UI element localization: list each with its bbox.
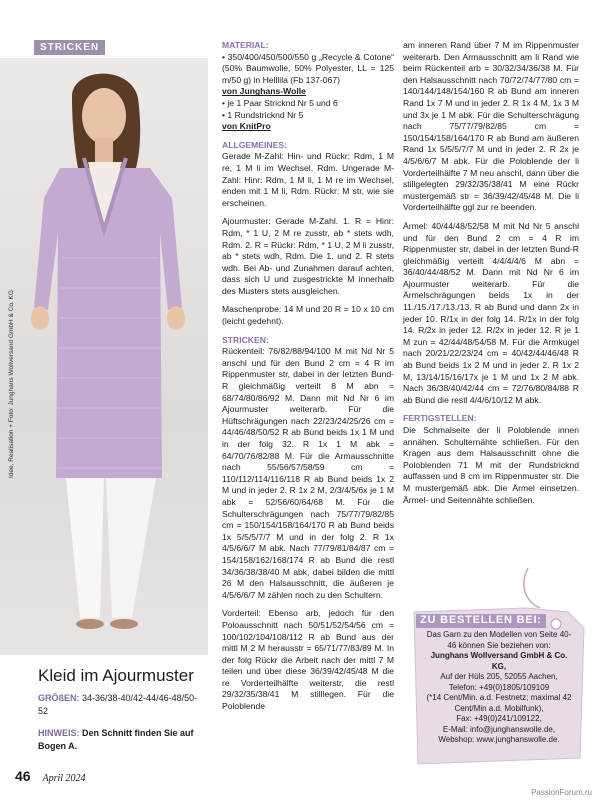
hint: [38, 727, 203, 753]
ajourmuster-text: Ajourmuster: Gerade M-Zahl. 1. R = Hinr: Rdm, * 1 U, 2 M re zusstr, ab * stets wdh, Rdm. 2. R = Rückr: Rdm, * 1 U, 2 M li zusstr, ab * stets wdh, Rdm. Die 1. und 2. R stets wdh. Bei Ab- und Zunahmen darauf achten, dass sich U und zusgestrickte M innerhalb des Musters stets ausgleichen.: [222, 216, 394, 296]
sizes-label: GRÖßEN:: [38, 693, 80, 703]
hint-text: Den Schnitt finden Sie auf Bogen A.: [38, 728, 194, 751]
vorderteil-continued: am inneren Rand über 7 M im Rippenmuster weiterarb. Den Armausschnitt am li Rand wie beim Rückenteil arb = 30/32/34/36/38 M. Für den Halsausschnitt nach 70/72/74/77/80 cm = 140/144/148/154/160 R ab Bund am inneren Rand 1x 7 M und in jeder 2. R 1x 4 M, 1x 3 M und 3x je 1 M abk. Für die Schulterschrägung nach 75/77/79/82/85 cm = 150/154/158/164/170 R ab Bund am äußeren Rand 1x 5/5/5/7/7 M und in jeder 2. R 2x je 4/5/6/6/7 M abk. Für die Poloblende der li Vorderteilhälfte 7 M neu anschl, dann über die stillgelegten 29/32/35/38/41 M eine Rückr mustergemäß str = 36/39/42/45/48 M. Die li Vorderteilhälfte ggl zur re beenden.: [403, 40, 579, 213]
sizes-text: 34-36/38-40/42-44/46-48/50-52: [38, 693, 198, 716]
vorderteil-text: Vorderteil: Ebenso arb, jedoch für den Poloausschnitt nach 50/51/52/54/56 cm = 100/102/104/108/112 R ab Bund aus der mittl M 2 M herausstr = 65/71/77/83/89 M. In der folg Rückr die Arbeit nach der mittl 7 M teilen und über diese 36/39/42/45/48 M die re Vorderteilhälfte weiterstr, die restl 29/32/35/38/41 M stilllegen. Für die Poloblende: [222, 608, 394, 712]
issue-date: April 2024: [42, 773, 86, 784]
model-illustration: [0, 58, 208, 655]
photo-credit: Idee, Realisation + Foto: Junghans Wollversand GmbH & Co. KG: [8, 290, 15, 478]
sizes: [38, 692, 203, 718]
aermel-text: Ärmel: 40/44/48/52/58 M mit Nd Nr 5 anschl und für den Bund 2 cm = 4 R im Rippenmuster str, dabei in der letzten Bund-R gleichmäßig verteilt 4/4/4/4/6 M abn = 36/40/44/48/52 M. Dann mit Nd Nr 6 im Ajourmuster weiterarb. Für die Ärmelschrägungen beids 1x in der 11./15./17./13./13. R ab Bund und dann 2x in jeder 10. R/1x in der folg 14. R/1x in der folg 14. R/2x in jeder 12. R/2x in jeder 12. R je 1 M zun = 42/44/48/54/58 M. Für die Armkugel nach 20/21/22/23/24 cm = 40/42/44/46/48 R ab Bund beids 1x 2 M und in jeder 2. R 1x 2 M, 13/14/15/16/17x je 1 M und 1x 2 M abk. Nach 36/38/40/42/44 cm = 72/76/80/84/88 R ab Bund die restl 4/4/6/10/12 M abk.: [403, 220, 579, 405]
material-text: • 350/400/450/500/550 g „Recycle & Cotone“ (50% Baumwolle, 50% Polyester, LL = 125 m/50 g) in Helllila (Fb 137-067) von Junghans-Wolle • je 1 Paar Stricknd Nr 5 und 6 • 1 Rundstricknd Nr 5 von KnitPro: [222, 51, 394, 132]
rueckenteil-text: Rückenteil: 76/82/88/94/100 M mit Nd Nr 5 anschl und für den Bund 2 cm = 4 R im Rippenmuster str, dabei in der letzten Bund-R gleichmäßig verteilt 8 M abn = 68/74/80/86/92 M. Dann mit Nd Nr 6 im Ajourmuster weiterarb. Für die Hüftschrägungen nach 22/23/24/25/26 cm = 44/46/48/50/52 R ab Bund beids 1x 1 M und in der folg 32. R 1x 1 M abk = 64/70/76/82/88 M. Für die Armausschnitte nach 55/56/57/58/59 cm = 110/112/114/116/118 R ab Bund beids 1x 2 M und in jeder 2. R 1x 2 M, 2/3/4/5/6x je 1 M abk = 52/56/60/64/68 M. Für die Schulterschrägungen nach 75/77/79/82/85 cm = 150/154/158/164/170 R ab Bund beids 1x 5/5/5/7/7 M und in der folg 2. R 1x 4/5/6/6/7 M abk. Nach 77/79/81/84/87 cm = 154/158/162/168/174 R ab Bund die restl 34/36/38/38/40 M abk, dabei bilden die mittl 26 M den Halsausschnitt, die äußeren je 4/5/6/6/7 M zählen noch zu den Schultern.: [222, 346, 394, 600]
maschenprobe-text: Maschenprobe: 14 M und 20 R = 10 x 10 cm (leicht gedehnt).: [222, 304, 394, 327]
stricken-heading: STRICKEN:: [222, 334, 269, 345]
section-tag: STRICKEN: [34, 40, 105, 55]
material-heading: MATERIAL:: [222, 40, 269, 50]
fertigstellen-text: Die Schmalseite der li Poloblende innen annähen. Schulternähte schließen. Für den Kragen aus dem Halsausschnitt ohne die Poloblenden 71 M mit der Rundstricknd auffassen und 8 cm im Rippenmuster str. Die M mustergemäß abk. Die Ärmel einsetzen. Ärmel- und Seitennähte schließen.: [403, 425, 579, 505]
article-title: Kleid im Ajourmuster: [38, 666, 194, 685]
allgemeines-heading: ALLGEMEINES:: [222, 139, 287, 150]
allgemeines-text: Gerade M-Zahl: Hin- und Rückr: Rdm, 1 M re, 1 M li im Wechsel, Rdm. Ungerade M-Zahl: Hinr: Rdm, 1 M li, 1 M re im Wechsel, enden mit 1 M li, Rdm. Rückr: M str, wie sie erscheinen.: [222, 151, 394, 208]
instructions-column-1: [222, 40, 394, 720]
order-title: ZU BESTELLEN BEI:: [420, 614, 542, 626]
order-tag: [408, 568, 586, 766]
order-body: Das Garn zu den Modellen von Seite 40-46 können Sie beziehen von: Junghans Wollversand GmbH & Co. KG, Auf der Hüls 205, 52055 Aachen, Telefon: +49(0)1805/109109 (*14 Cent/Min. a.d. Festnetz; maximal 42 Cent/Min a.d. Mobilfunk), Fax: +49(0)241/109122, E-Mail: info@junghanswolle.de, Webshop: www.junghanswolle.de.: [426, 630, 572, 744]
hint-label: HINWEIS:: [38, 728, 80, 738]
watermark: PassionForum.ru: [531, 788, 592, 797]
fertigstellen-heading: FERTIGSTELLEN:: [403, 413, 477, 424]
page-number: 46: [15, 768, 31, 784]
model-photo: [0, 58, 208, 655]
page-footer: [15, 768, 86, 784]
instructions-column-2: [403, 40, 579, 513]
